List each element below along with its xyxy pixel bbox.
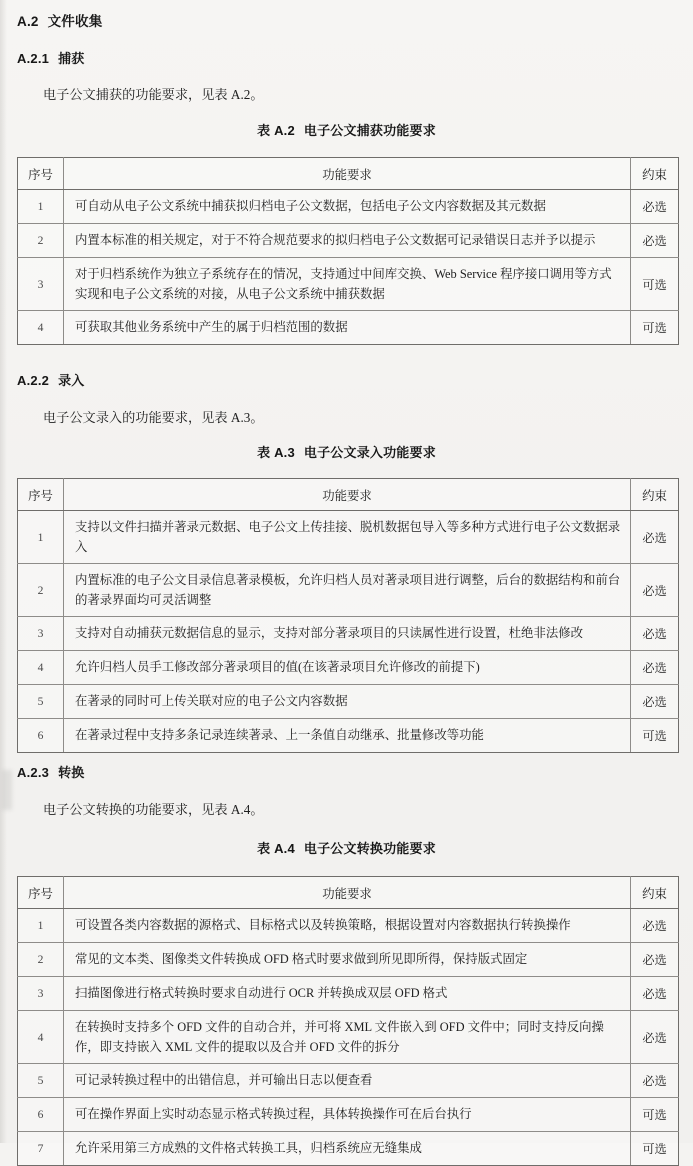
table-row <box>18 1011 679 1064</box>
cell-no: 4 <box>18 1011 64 1064</box>
cell-requirement: 可记录转换过程中的出错信息，并可输出日志以便查看 <box>64 1064 631 1098</box>
cell-constraint: 可选 <box>631 1132 679 1166</box>
table-title-a2 <box>0 120 693 139</box>
cell-constraint: 可选 <box>631 258 679 311</box>
section-title-a21: 捕获 <box>58 51 85 66</box>
table-a3 <box>17 478 679 753</box>
section-heading-a21 <box>17 48 693 67</box>
cell-constraint: 必选 <box>631 511 679 564</box>
cell-constraint: 必选 <box>631 1064 679 1098</box>
cell-no: 2 <box>18 943 64 977</box>
table-row <box>18 909 679 943</box>
cell-requirement: 常见的文本类、图像类文件转换成 OFD 格式时要求做到所见即所得，保持版式固定 <box>64 943 631 977</box>
table-row <box>18 719 679 753</box>
cell-requirement: 在著录的同时可上传关联对应的电子公文内容数据 <box>64 685 631 719</box>
table-row <box>18 511 679 564</box>
table-label-a2: 表 A.2 <box>257 123 295 138</box>
table-row <box>18 190 679 224</box>
section-number-a21: A.2.1 <box>17 51 50 66</box>
col-header-constraint: 约束 <box>631 479 679 511</box>
col-header-constraint: 约束 <box>631 158 679 190</box>
table-row <box>18 1064 679 1098</box>
table-caption-a2: 电子公文捕获功能要求 <box>303 123 436 138</box>
intro-paragraph-a21: 电子公文捕获的功能要求，见表 A.2。 <box>43 87 264 102</box>
col-header-constraint: 约束 <box>631 877 679 909</box>
cell-constraint: 必选 <box>631 685 679 719</box>
cell-no: 3 <box>18 977 64 1011</box>
cell-requirement: 内置标准的电子公文目录信息著录模板，允许归档人员对著录项目进行调整，后台的数据结构和前台的著录界面均可灵活调整 <box>64 564 631 617</box>
cell-no: 1 <box>18 511 64 564</box>
cell-no: 2 <box>18 224 64 258</box>
table-row <box>18 311 679 345</box>
section-number-a2: A.2 <box>17 14 39 29</box>
cell-constraint: 必选 <box>631 943 679 977</box>
table-row <box>18 617 679 651</box>
cell-no: 5 <box>18 685 64 719</box>
section-heading-a23 <box>17 762 693 781</box>
table-a4 <box>17 876 679 1166</box>
cell-constraint: 必选 <box>631 617 679 651</box>
cell-requirement: 在著录过程中支持多条记录连续著录、上一条值自动继承、批量修改等功能 <box>64 719 631 753</box>
col-header-requirement: 功能要求 <box>64 158 631 190</box>
table-row <box>18 651 679 685</box>
cell-no: 2 <box>18 564 64 617</box>
table-label-a4: 表 A.4 <box>257 841 295 856</box>
cell-no: 1 <box>18 909 64 943</box>
cell-requirement: 允许采用第三方成熟的文件格式转换工具，归档系统应无缝集成 <box>64 1132 631 1166</box>
table-row <box>18 1132 679 1166</box>
cell-requirement: 可获取其他业务系统中产生的属于归档范围的数据 <box>64 311 631 345</box>
cell-no: 4 <box>18 651 64 685</box>
cell-requirement: 可在操作界面上实时动态显示格式转换过程，具体转换操作可在后台执行 <box>64 1098 631 1132</box>
table-row <box>18 564 679 617</box>
col-header-no: 序号 <box>18 479 64 511</box>
cell-requirement: 支持以文件扫描并著录元数据、电子公文上传挂接、脱机数据包导入等多种方式进行电子公文数据录入 <box>64 511 631 564</box>
cell-constraint: 必选 <box>631 224 679 258</box>
table-caption-a3: 电子公文录入功能要求 <box>303 445 436 460</box>
table-row <box>18 258 679 311</box>
table-caption-a4: 电子公文转换功能要求 <box>303 841 436 856</box>
cell-constraint: 必选 <box>631 977 679 1011</box>
cell-constraint: 可选 <box>631 719 679 753</box>
cell-constraint: 必选 <box>631 1011 679 1064</box>
cell-constraint: 必选 <box>631 564 679 617</box>
cell-requirement: 允许归档人员手工修改部分著录项目的值(在该著录项目允许修改的前提下) <box>64 651 631 685</box>
col-header-no: 序号 <box>18 158 64 190</box>
table-label-a3: 表 A.3 <box>257 445 295 460</box>
cell-constraint: 可选 <box>631 1098 679 1132</box>
cell-constraint: 必选 <box>631 909 679 943</box>
cell-requirement: 可设置各类内容数据的源格式、目标格式以及转换策略，根据设置对内容数据执行转换操作 <box>64 909 631 943</box>
cell-requirement: 内置本标准的相关规定，对于不符合规范要求的拟归档电子公文数据可记录错误日志并予以提示 <box>64 224 631 258</box>
cell-requirement: 扫描图像进行格式转换时要求自动进行 OCR 并转换成双层 OFD 格式 <box>64 977 631 1011</box>
col-header-requirement: 功能要求 <box>64 877 631 909</box>
cell-no: 5 <box>18 1064 64 1098</box>
cell-requirement: 可自动从电子公文系统中捕获拟归档电子公文数据，包括电子公文内容数据及其元数据 <box>64 190 631 224</box>
cell-constraint: 必选 <box>631 190 679 224</box>
cell-requirement: 支持对自动捕获元数据信息的显示，支持对部分著录项目的只读属性进行设置，杜绝非法修改 <box>64 617 631 651</box>
cell-no: 6 <box>18 1098 64 1132</box>
table-row <box>18 224 679 258</box>
cell-no: 1 <box>18 190 64 224</box>
table-title-a4 <box>0 838 693 857</box>
section-number-a23: A.2.3 <box>17 765 50 780</box>
section-number-a22: A.2.2 <box>17 373 50 388</box>
cell-no: 4 <box>18 311 64 345</box>
col-header-requirement: 功能要求 <box>64 479 631 511</box>
table-row <box>18 977 679 1011</box>
col-header-no: 序号 <box>18 877 64 909</box>
table-header-row <box>18 158 679 190</box>
table-row <box>18 685 679 719</box>
section-heading-a22 <box>17 370 693 389</box>
table-row <box>18 943 679 977</box>
section-title-a22: 录入 <box>58 373 85 388</box>
section-title-a2: 文件收集 <box>47 14 103 29</box>
cell-no: 3 <box>18 617 64 651</box>
table-row <box>18 1098 679 1132</box>
cell-no: 6 <box>18 719 64 753</box>
cell-no: 3 <box>18 258 64 311</box>
table-header-row <box>18 877 679 909</box>
intro-paragraph-a23: 电子公文转换的功能要求，见表 A.4。 <box>43 802 264 817</box>
intro-paragraph-a22: 电子公文录入的功能要求，见表 A.3。 <box>43 410 264 425</box>
section-title-a23: 转换 <box>58 765 85 780</box>
cell-constraint: 必选 <box>631 651 679 685</box>
cell-no: 7 <box>18 1132 64 1166</box>
table-a2 <box>17 157 679 345</box>
table-title-a3 <box>0 442 693 461</box>
table-header-row <box>18 479 679 511</box>
cell-requirement: 对于归档系统作为独立子系统存在的情况，支持通过中间库交换、Web Service 程序接口调用等方式实现和电子公文系统的对接，从电子公文系统中捕获数据 <box>64 258 631 311</box>
cell-requirement: 在转换时支持多个 OFD 文件的自动合并，并可将 XML 文件嵌入到 OFD 文件中；同时支持反向操作，即支持嵌入 XML 文件的提取以及合并 OFD 文件的拆分 <box>64 1011 631 1064</box>
cell-constraint: 可选 <box>631 311 679 345</box>
section-heading-a2 <box>17 10 693 30</box>
